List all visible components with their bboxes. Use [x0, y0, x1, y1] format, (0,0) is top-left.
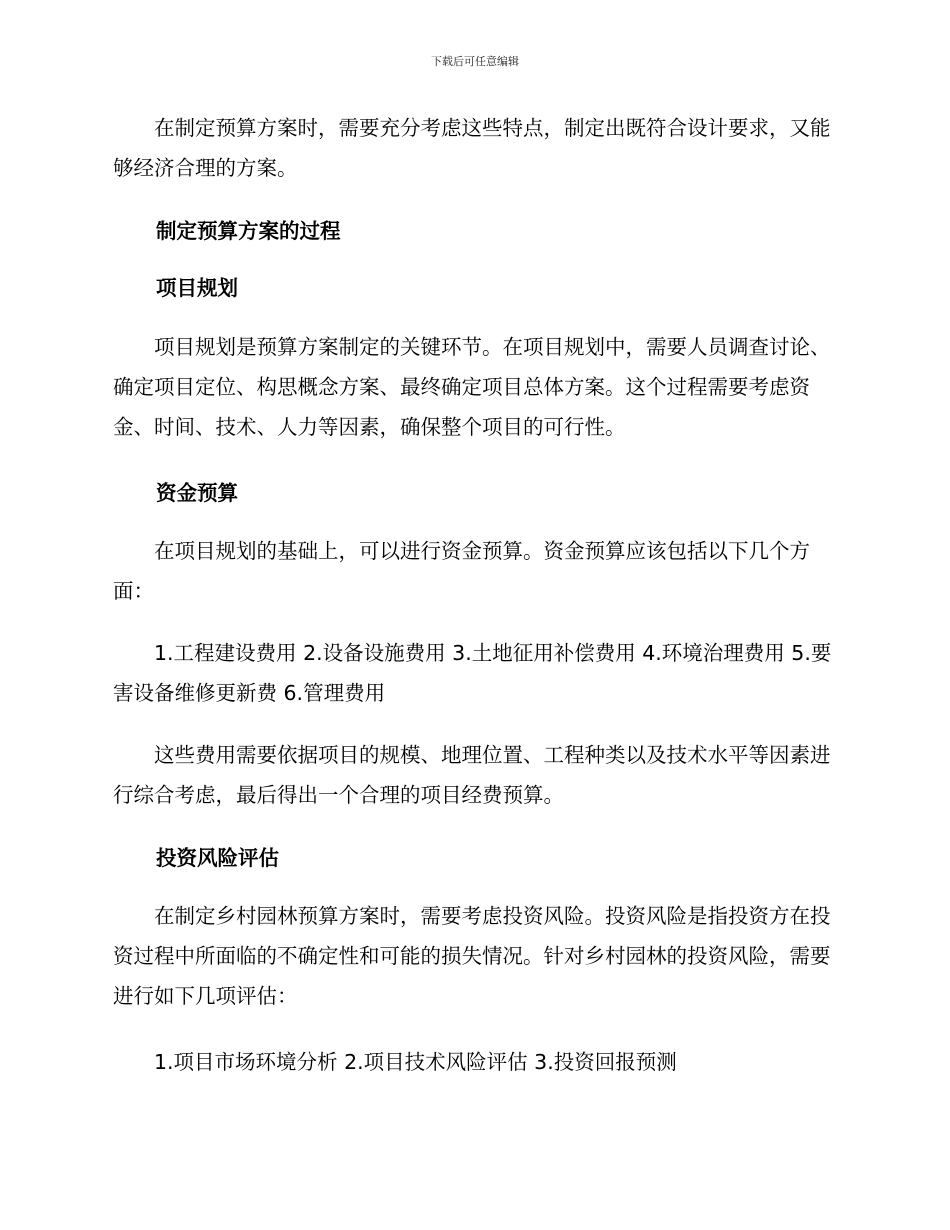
paragraph-risk-items: 1.项目市场环境分析 2.项目技术风险评估 3.投资回报预测 — [154, 1050, 677, 1074]
paragraph-investment-risk: 在制定乡村园林预算方案时，需要考虑投资风险。投资风险是指投资方在投资过程中所面临的不确定性和可能的损失情况。针对乡村园林的投资风险，需要进行如下几项评估： — [113, 904, 831, 1008]
heading-project-planning: 项目规划 — [156, 276, 238, 300]
paragraph-fund-budget: 在项目规划的基础上，可以进行资金预算。资金预算应该包括以下几个方面： — [113, 539, 810, 603]
page-header-note: 下载后可任意编辑 — [431, 55, 519, 68]
paragraph-intro: 在制定预算方案时，需要充分考虑这些特点，制定出既符合设计要求，又能够经济合理的方案。 — [113, 116, 831, 180]
paragraph-project-planning: 项目规划是预算方案制定的关键环节。在项目规划中，需要人员调查讨论、确定项目定位、构思概念方案、最终确定项目总体方案。这个过程需要考虑资金、时间、技术、人力等因素，确保整个项目的可行性。 — [113, 335, 831, 439]
heading-budget-process: 制定预算方案的过程 — [156, 219, 341, 243]
paragraph-cost-summary: 这些费用需要依据项目的规模、地理位置、工程种类以及技术水平等因素进行综合考虑，最后得出一个合理的项目经费预算。 — [113, 743, 831, 807]
heading-investment-risk: 投资风险评估 — [156, 846, 279, 870]
heading-fund-budget: 资金预算 — [156, 481, 238, 505]
paragraph-cost-items: 1.工程建设费用 2.设备设施费用 3.土地征用补偿费用 4.环境治理费用 5.要害设备维修更新费 6.管理费用 — [113, 641, 832, 705]
